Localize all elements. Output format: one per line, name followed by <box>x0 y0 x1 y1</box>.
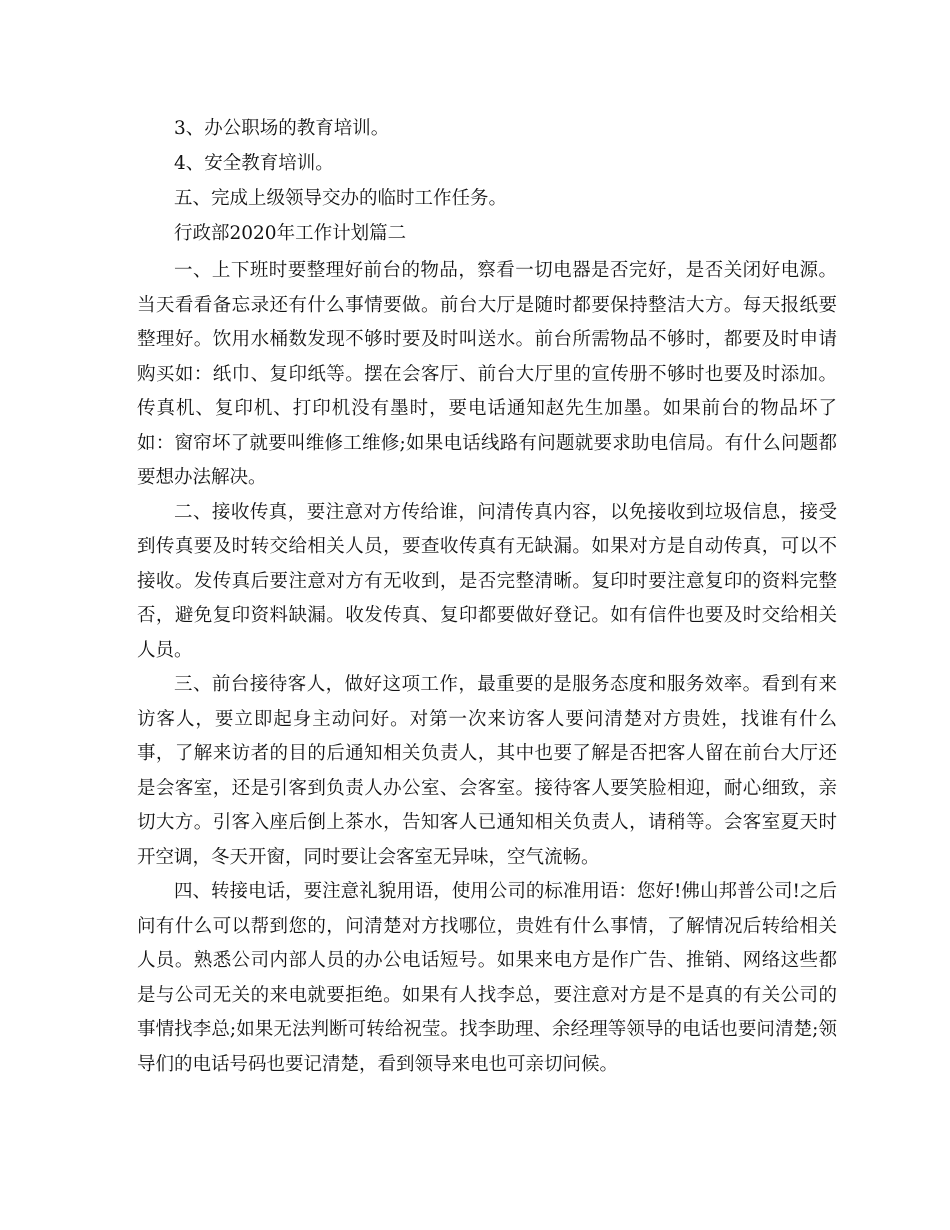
paragraph-fax: 二、接收传真，要注意对方传给谁，问清传真内容，以免接收到垃圾信息，接受到传真要及时转交给相关人员，要查收传真有无缺漏。如果对方是自动传真，可以不接收。发传真后要注意对方有无收到，是否完整清晰。复印时要注意复印的资料完整否，避免复印资料缺漏。收发传真、复印都要做好登记。如有信件也要及时交给相关人员。 <box>137 501 837 661</box>
paragraph-reception: 三、前台接待客人，做好这项工作，最重要的是服务态度和服务效率。看到有来访客人，要立即起身主动问好。对第一次来访客人要问清楚对方贵姓，找谁有什么事，了解来访者的目的后通知相关负责人，其中也要了解是否把客人留在前台大厅还是会客室，还是引客到负责人办公室、会客室。接待客人要笑脸相迎，耐心细致，亲切大方。引客入座后倒上茶水，告知客人已通知相关负责人，请稍等。会客室夏天时开空调，冬天开窗，同时要让会客室无异味，空气流畅。 <box>137 674 837 868</box>
document-body <box>137 114 837 1082</box>
section-heading: 行政部2020年工作计划篇二 <box>174 223 407 244</box>
list-item-temporary-tasks: 五、完成上级领导交办的临时工作任务。 <box>174 188 508 209</box>
paragraph-front-desk: 一、上下班时要整理好前台的物品，察看一切电器是否完好，是否关闭好电源。当天看看备忘录还有什么事情要做。前台大厅是随时都要保持整洁大方。每天报纸要整理好。饮用水桶数发现不够时要及时叫送水。前台所需物品不够时，都要及时申请购买如：纸巾、复印纸等。摆在会客厅、前台大厅里的宣传册不够时也要及时添加。传真机、复印机、打印机没有墨时，要电话通知赵先生加墨。如果前台的物品坏了如：窗帘坏了就要叫维修工维修;如果电话线路有问题就要求助电信局。有什么问题都要想办法解决。 <box>137 260 837 488</box>
paragraph-phone: 四、转接电话，要注意礼貌用语，使用公司的标准用语：您好!佛山邦普公司!之后问有什么可以帮到您的，问清楚对方找哪位，贵姓有什么事情，了解情况后转给相关人员。熟悉公司内部人员的办公电话短号。如果来电方是作广告、推销、网络这些都是与公司无关的来电就要拒绝。如果有人找李总，要注意对方是不是真的有关公司的事情找李总;如果无法判断可转给祝莹。找李助理、余经理等领导的电话也要问清楚;领导们的电话号码也要记清楚，看到领导来电也可亲切问候。 <box>137 881 837 1075</box>
list-item-training-safety: 4、安全教育培训。 <box>174 153 334 174</box>
list-item-training-office: 3、办公职场的教育培训。 <box>174 118 390 139</box>
